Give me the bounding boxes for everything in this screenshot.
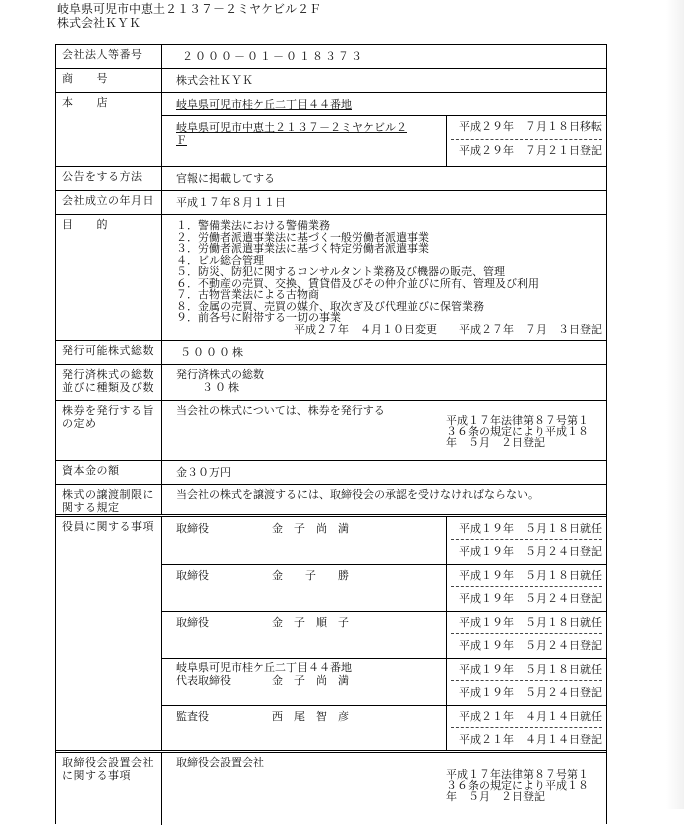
document-header	[57, 2, 321, 30]
label-registry-number: 会社法人等番号	[56, 45, 162, 68]
header-company: 株式会社ＫＹＫ	[57, 16, 142, 30]
purpose-item: ５．防災、防犯に関するコンサルタント業務及び機器の販売、管理	[176, 265, 506, 278]
officer-registered-date: 平成２１年 ４月１４日登記	[459, 733, 602, 746]
transfer-restriction-value: 当会社の株式を譲渡するには、取締役会の承認を受けなければならない。	[176, 488, 539, 501]
row-head-office	[56, 93, 606, 167]
officer-title: 監査役	[176, 710, 209, 723]
purpose-item: ９．前各号に附帯する一切の事業	[176, 311, 341, 324]
head-office-registered-date: 平成２９年 ７月２１日登記	[459, 144, 602, 157]
label-share-certificates-line2: の定め	[62, 417, 97, 430]
header-address: 岐阜県可児市中恵土２１３７－２ミヤケビル２Ｆ	[57, 2, 322, 16]
label-board	[56, 753, 162, 825]
row-purpose	[56, 215, 606, 341]
share-certificates-note: 平成１７年法律第８７号第１ ３６条の規定により平成１８ 年 ５月 ２日登記	[446, 414, 589, 449]
board-note: 平成１７年法律第８７号第１ ３６条の規定により平成１８ 年 ５月 ２日登記	[446, 768, 589, 803]
label-issued-shares	[56, 365, 162, 400]
officer-entry	[162, 611, 606, 659]
label-head-office: 本 店	[56, 93, 162, 166]
purpose-item: １．警備業法における警備業務	[176, 219, 330, 232]
row-transfer-restriction	[56, 485, 606, 517]
officer-appointed-date: 平成１９年 ５月１８日就任	[459, 663, 602, 676]
label-trade-name: 商 号	[56, 69, 162, 92]
officer-appointed-date: 平成１９年 ５月１８日就任	[459, 522, 602, 535]
established-value: 平成１７年８月１１日	[176, 196, 286, 209]
viewer-right-edge	[666, 0, 684, 809]
public-notice-value: 官報に掲載してする	[176, 172, 275, 185]
officer-name: 金 子 勝	[272, 569, 349, 582]
label-issued-shares-line2: 並びに種類及び数	[62, 381, 154, 394]
officer-registered-date: 平成１９年 ５月２４日登記	[459, 592, 602, 605]
purpose-item: ６．不動産の売買、交換、賃貸借及びその仲介並びに所有、管理及び利用	[176, 276, 539, 290]
label-transfer-restriction-line1: 株式の譲渡制限に	[62, 488, 154, 501]
share-certificates-value: 当会社の株式については、株券を発行する	[176, 404, 385, 417]
label-issued-shares-line1: 発行済株式の総数	[62, 368, 154, 381]
purpose-item: ４．ビル総合管理	[176, 253, 264, 267]
officer-entry	[162, 517, 606, 565]
trade-name-value: 株式会社ＫＹＫ	[176, 74, 253, 87]
row-established	[56, 191, 606, 215]
label-board-line2: に関する事項	[62, 769, 131, 782]
officer-appointed-date: 平成１９年 ５月１８日就任	[459, 616, 602, 629]
officer-title: 取締役	[176, 616, 209, 629]
label-public-notice: 公告をする方法	[56, 167, 162, 190]
row-registry-number	[56, 45, 606, 69]
officer-registered-date: 平成１９年 ５月２４日登記	[459, 545, 602, 558]
label-capital: 資本金の額	[56, 461, 162, 484]
label-share-certificates	[56, 401, 162, 460]
officer-entry	[162, 564, 606, 612]
officer-entry	[162, 658, 606, 706]
row-share-certificates	[56, 401, 606, 461]
authorized-shares-value: ５０００株	[180, 346, 245, 359]
officer-address: 岐阜県可児市桂ケ丘二丁目４４番地	[176, 661, 352, 674]
row-trade-name	[56, 69, 606, 93]
head-office-moved-date: 平成２９年 ７月１８日移転	[459, 120, 602, 133]
row-officers	[56, 517, 606, 753]
officer-registered-date: 平成１９年 ５月２４日登記	[459, 686, 602, 699]
officer-appointed-date: 平成１９年 ５月１８日就任	[459, 569, 602, 582]
purpose-item: ７．古物営業法による古物商	[176, 288, 319, 301]
issued-shares-line1: 発行済株式の総数	[176, 368, 264, 381]
officer-registered-date: 平成１９年 ５月２４日登記	[459, 639, 602, 652]
row-capital	[56, 461, 606, 485]
row-authorized-shares	[56, 341, 606, 365]
label-purpose: 目 的	[56, 215, 162, 340]
officer-name: 金 子 順 子	[272, 616, 349, 629]
row-public-notice	[56, 167, 606, 191]
head-office-previous: 岐阜県可児市中恵土２１３７－２ミヤケビル２ Ｆ	[176, 121, 407, 147]
purpose-item: ８．金属の売買、売買の媒介、取次ぎ及び代理並びに保管業務	[176, 299, 484, 313]
board-value: 取締役会設置会社	[176, 756, 264, 769]
officer-name: 金 子 尚 満	[272, 674, 349, 687]
head-office-dates	[446, 115, 606, 166]
purpose-change-note: 平成２７年 ４月１０日変更 平成２７年 ７月 ３日登記	[294, 323, 602, 336]
purpose-item: ２．労働者派遣事業法に基づく一般労働者派遣事業	[176, 230, 429, 244]
row-issued-shares	[56, 365, 606, 401]
row-board	[56, 753, 606, 825]
label-transfer-restriction-line2: 関する規定	[62, 501, 120, 514]
label-authorized-shares: 発行可能株式総数	[56, 341, 162, 364]
head-office-current: 岐阜県可児市桂ケ丘二丁目４４番地	[176, 98, 352, 111]
officer-appointed-date: 平成２１年 ４月１４日就任	[459, 710, 602, 723]
registry-table	[55, 44, 607, 824]
label-established: 会社成立の年月日	[56, 191, 162, 214]
officer-title: 取締役	[176, 522, 209, 535]
purpose-item: ３．労働者派遣事業法に基づく特定労働者派遣事業	[176, 242, 429, 255]
label-board-line1: 取締役会設置会社	[62, 756, 154, 769]
purpose-list	[176, 220, 539, 324]
label-officers: 役員に関する事項	[56, 517, 162, 750]
label-share-certificates-line1: 株券を発行する旨	[62, 404, 154, 417]
officer-name: 西 尾 智 彦	[272, 710, 349, 723]
issued-shares-line2: ３０株	[202, 381, 241, 394]
officer-title: 取締役	[176, 569, 209, 582]
officer-name: 金 子 尚 満	[272, 522, 349, 535]
officer-entry	[162, 705, 606, 750]
registry-number-value: ２０００－０１－０１８３７３	[182, 50, 364, 63]
officer-title: 代表取締役	[176, 674, 231, 687]
capital-value: 金３０万円	[176, 466, 231, 479]
label-transfer-restriction	[56, 485, 162, 514]
